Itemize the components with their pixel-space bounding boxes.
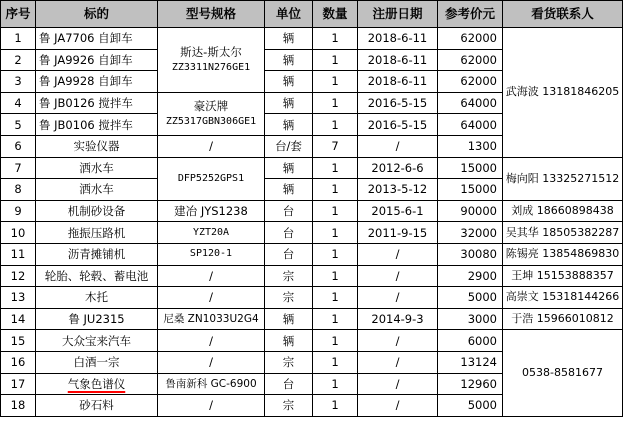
header-row [1, 1, 623, 28]
cell-unit: 台 [265, 222, 313, 244]
cell-date: / [358, 243, 438, 265]
cell-date: / [358, 351, 438, 373]
cell-date: 2018-6-11 [358, 71, 438, 93]
cell-item: 洒水车 [36, 157, 158, 179]
header-qty: 数量 [313, 1, 358, 28]
cell-no: 17 [1, 373, 36, 395]
cell-item: 鲁 JA7706 自卸车 [36, 28, 158, 50]
table-row [1, 308, 623, 330]
cell-contact: 王坤 15153888357 [503, 265, 623, 287]
cell-price: 1300 [438, 135, 503, 157]
cell-no: 4 [1, 92, 36, 114]
cell-unit: 宗 [265, 395, 313, 417]
cell-item: 鲁 JU2315 [36, 308, 158, 330]
cell-date: / [358, 373, 438, 395]
cell-contact: 吴其华 18505382287 [503, 222, 623, 244]
cell-price: 2900 [438, 265, 503, 287]
cell-item: 白酒一宗 [36, 351, 158, 373]
cell-price: 12960 [438, 373, 503, 395]
spec-brand: 豪沃牌 [193, 98, 229, 113]
cell-date: / [358, 265, 438, 287]
cell-unit: 辆 [265, 49, 313, 71]
cell-price: 13124 [438, 351, 503, 373]
cell-item: 沥青摊铺机 [36, 243, 158, 265]
cell-price: 5000 [438, 287, 503, 309]
header-spec: 型号规格 [158, 1, 265, 28]
cell-spec: 鲁南新科 GC-6900 [158, 373, 265, 395]
cell-qty: 1 [313, 49, 358, 71]
cell-qty: 1 [313, 28, 358, 50]
cell-item: 鲁 JB0126 搅拌车 [36, 92, 158, 114]
cell-date: 2014-9-3 [358, 308, 438, 330]
cell-date: 2016-5-15 [358, 114, 438, 136]
cell-item: 鲁 JB0106 搅拌车 [36, 114, 158, 136]
cell-qty: 1 [313, 114, 358, 136]
header-no: 序号 [1, 1, 36, 28]
cell-spec: / [158, 287, 265, 309]
header-unit: 单位 [265, 1, 313, 28]
cell-price: 62000 [438, 49, 503, 71]
cell-qty: 1 [313, 395, 358, 417]
cell-spec: / [158, 135, 265, 157]
table-row [1, 157, 623, 179]
cell-spec: 建冶 JYS1238 [158, 200, 265, 222]
cell-qty: 1 [313, 265, 358, 287]
cell-no: 12 [1, 265, 36, 287]
spec-brand: 斯达-斯太尔 [180, 44, 242, 59]
cell-date: 2013-5-12 [358, 179, 438, 201]
cell-no: 8 [1, 179, 36, 201]
cell-no: 3 [1, 71, 36, 93]
cell-no: 15 [1, 330, 36, 352]
header-contact: 看货联系人 [503, 1, 623, 28]
cell-qty: 1 [313, 92, 358, 114]
cell-no: 18 [1, 395, 36, 417]
cell-unit: 辆 [265, 308, 313, 330]
cell-unit: 辆 [265, 179, 313, 201]
table-row [1, 287, 623, 309]
cell-no: 9 [1, 200, 36, 222]
spec-model: ZZ3311N276GE1 [171, 61, 251, 73]
table-row [1, 200, 623, 222]
cell-price: 5000 [438, 395, 503, 417]
table-row [1, 28, 623, 50]
cell-spec: DFP5252GPS1 [158, 157, 265, 200]
cell-date: 2015-6-1 [358, 200, 438, 222]
header-date: 注册日期 [358, 1, 438, 28]
cell-unit: 辆 [265, 71, 313, 93]
cell-unit: 宗 [265, 265, 313, 287]
cell-date: / [358, 395, 438, 417]
cell-qty: 1 [313, 200, 358, 222]
cell-qty: 1 [313, 222, 358, 244]
cell-qty: 1 [313, 287, 358, 309]
cell-no: 7 [1, 157, 36, 179]
header-price: 参考价元 [438, 1, 503, 28]
cell-item: 木托 [36, 287, 158, 309]
cell-qty: 1 [313, 373, 358, 395]
table-row [1, 222, 623, 244]
cell-price: 62000 [438, 28, 503, 50]
cell-qty: 1 [313, 351, 358, 373]
cell-price: 32000 [438, 222, 503, 244]
cell-no: 10 [1, 222, 36, 244]
cell-item: 机制砂设备 [36, 200, 158, 222]
cell-no: 5 [1, 114, 36, 136]
cell-item: 实验仪器 [36, 135, 158, 157]
cell-contact: 高崇文 15318144266 [503, 287, 623, 309]
cell-spec: / [158, 395, 265, 417]
cell-no: 2 [1, 49, 36, 71]
cell-qty: 1 [313, 243, 358, 265]
cell-date: / [358, 330, 438, 352]
cell-date: / [358, 135, 438, 157]
table-row [1, 330, 623, 352]
cell-price: 64000 [438, 92, 503, 114]
cell-item [36, 373, 158, 395]
cell-spec: / [158, 351, 265, 373]
cell-price: 3000 [438, 308, 503, 330]
spec-model: ZZ5317GBN306GE1 [165, 115, 257, 127]
cell-date: / [358, 287, 438, 309]
cell-unit: 台/套 [265, 135, 313, 157]
cell-unit: 辆 [265, 92, 313, 114]
cell-price: 90000 [438, 200, 503, 222]
cell-unit: 辆 [265, 28, 313, 50]
cell-no: 16 [1, 351, 36, 373]
cell-spec [158, 28, 265, 93]
cell-price: 6000 [438, 330, 503, 352]
cell-date: 2018-6-11 [358, 49, 438, 71]
cell-date: 2018-6-11 [358, 28, 438, 50]
cell-unit: 台 [265, 243, 313, 265]
cell-price: 15000 [438, 179, 503, 201]
cell-item: 鲁 JA9928 自卸车 [36, 71, 158, 93]
cell-no: 14 [1, 308, 36, 330]
cell-price: 30080 [438, 243, 503, 265]
cell-qty: 1 [313, 71, 358, 93]
cell-unit: 宗 [265, 287, 313, 309]
cell-qty: 1 [313, 157, 358, 179]
cell-unit: 台 [265, 373, 313, 395]
cell-spec: / [158, 330, 265, 352]
cell-no: 1 [1, 28, 36, 50]
cell-date: 2012-6-6 [358, 157, 438, 179]
cell-item: 拖振压路机 [36, 222, 158, 244]
cell-spec: 尼桑 ZN1033U2G4 [158, 308, 265, 330]
cell-unit: 辆 [265, 114, 313, 136]
cell-unit: 台 [265, 200, 313, 222]
cell-no: 11 [1, 243, 36, 265]
cell-contact: 0538-8581677 [503, 330, 623, 416]
cell-qty: 7 [313, 135, 358, 157]
cell-price: 62000 [438, 71, 503, 93]
table-row [1, 243, 623, 265]
cell-date: 2011-9-15 [358, 222, 438, 244]
cell-contact: 梅向阳 13325271512 [503, 157, 623, 200]
cell-contact: 刘成 18660898438 [503, 200, 623, 222]
cell-spec: YZT20A [158, 222, 265, 244]
cell-contact: 陈锡亮 13854869830 [503, 243, 623, 265]
cell-item: 鲁 JA9926 自卸车 [36, 49, 158, 71]
cell-unit: 辆 [265, 157, 313, 179]
cell-date: 2016-5-15 [358, 92, 438, 114]
cell-unit: 辆 [265, 330, 313, 352]
cell-no: 6 [1, 135, 36, 157]
cell-contact: 于浩 15966010812 [503, 308, 623, 330]
item-underlined: 气象色谱仪 [67, 376, 126, 391]
header-item: 标的 [36, 1, 158, 28]
cell-item: 大众宝来汽车 [36, 330, 158, 352]
cell-qty: 1 [313, 330, 358, 352]
cell-spec: / [158, 265, 265, 287]
cell-no: 13 [1, 287, 36, 309]
cell-item: 轮胎、轮毂、蓄电池 [36, 265, 158, 287]
cell-item: 砂石料 [36, 395, 158, 417]
cell-qty: 1 [313, 308, 358, 330]
cell-contact: 武海波 13181846205 [503, 28, 623, 158]
cell-unit: 宗 [265, 351, 313, 373]
cell-qty: 1 [313, 179, 358, 201]
table-row [1, 265, 623, 287]
cell-price: 15000 [438, 157, 503, 179]
cell-spec: SP120-1 [158, 243, 265, 265]
cell-spec [158, 92, 265, 135]
cell-price: 64000 [438, 114, 503, 136]
cell-item: 洒水车 [36, 179, 158, 201]
